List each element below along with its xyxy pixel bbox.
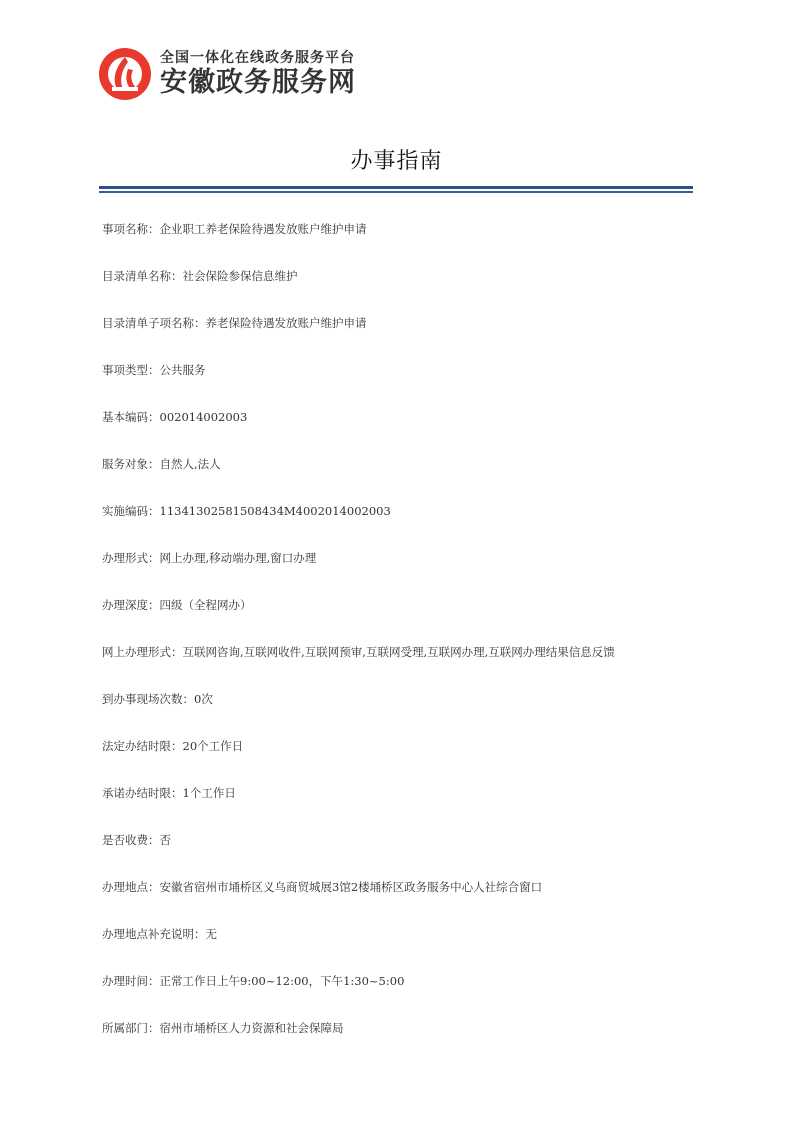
field-value: 四级（全程网办） bbox=[159, 598, 252, 612]
field-separator: ： bbox=[194, 316, 206, 330]
field-separator: ： bbox=[148, 974, 160, 988]
field-label: 法定办结时限 bbox=[102, 739, 171, 753]
anhui-gov-service-logo-icon bbox=[98, 47, 152, 101]
field-value: 宿州市埇桥区人力资源和社会保障局 bbox=[159, 1021, 344, 1035]
field-separator: ： bbox=[148, 1021, 160, 1035]
guide-field-row bbox=[102, 691, 702, 738]
page-title: 办事指南 bbox=[350, 149, 443, 174]
guide-field-row bbox=[102, 362, 702, 409]
field-separator: ： bbox=[148, 222, 160, 236]
title-divider-thin bbox=[99, 191, 693, 193]
field-separator: ： bbox=[148, 363, 160, 377]
guide-field-row bbox=[102, 550, 702, 597]
guide-field-row bbox=[102, 926, 702, 973]
field-separator: ： bbox=[148, 880, 160, 894]
guide-field-row bbox=[102, 221, 702, 268]
field-separator: ： bbox=[171, 786, 183, 800]
field-separator: ： bbox=[171, 269, 183, 283]
field-separator: ： bbox=[148, 833, 160, 847]
field-label: 到办事现场次数 bbox=[102, 692, 183, 706]
field-label: 所属部门 bbox=[102, 1021, 148, 1035]
field-label: 基本编码 bbox=[102, 410, 148, 424]
field-value: 网上办理,移动端办理,窗口办理 bbox=[159, 551, 317, 565]
guide-field-row bbox=[102, 973, 702, 1020]
guide-field-row bbox=[102, 456, 702, 503]
field-value: 0次 bbox=[194, 692, 213, 706]
field-label: 办理地点补充说明 bbox=[102, 927, 194, 941]
field-separator: ： bbox=[148, 457, 160, 471]
field-separator: ： bbox=[171, 645, 183, 659]
field-separator: ： bbox=[148, 551, 160, 565]
field-label: 办理形式 bbox=[102, 551, 148, 565]
field-value: 否 bbox=[159, 833, 171, 847]
field-value: 002014002003 bbox=[159, 410, 248, 424]
field-value: 正常工作日上午9:00~12:00，下午1:30~5:00 bbox=[159, 974, 405, 988]
field-value: 11341302581508434M4002014002003 bbox=[159, 504, 391, 518]
field-value: 养老保险待遇发放账户维护申请 bbox=[205, 316, 367, 330]
field-value: 公共服务 bbox=[159, 363, 206, 377]
field-label: 是否收费 bbox=[102, 833, 148, 847]
field-separator: ： bbox=[148, 504, 160, 518]
field-label: 服务对象 bbox=[102, 457, 148, 471]
field-separator: ： bbox=[194, 927, 206, 941]
field-label: 网上办理形式 bbox=[102, 645, 171, 659]
field-label: 实施编码 bbox=[102, 504, 148, 518]
field-label: 事项类型 bbox=[102, 363, 148, 377]
site-name: 安徽政务服务网 bbox=[160, 67, 356, 98]
field-value: 社会保险参保信息维护 bbox=[182, 269, 298, 283]
guide-field-row bbox=[102, 268, 702, 315]
field-value: 20个工作日 bbox=[182, 739, 244, 753]
guide-field-row bbox=[102, 785, 702, 832]
guide-field-row bbox=[102, 644, 702, 691]
site-header bbox=[98, 44, 356, 104]
field-separator: ： bbox=[171, 739, 183, 753]
field-value: 安徽省宿州市埇桥区义乌商贸城展3馆2楼埇桥区政务服务中心人社综合窗口 bbox=[159, 880, 543, 894]
field-label: 办理时间 bbox=[102, 974, 148, 988]
field-value: 企业职工养老保险待遇发放账户维护申请 bbox=[159, 222, 367, 236]
field-label: 事项名称 bbox=[102, 222, 148, 236]
field-separator: ： bbox=[148, 598, 160, 612]
guide-field-row bbox=[102, 315, 702, 362]
field-value: 互联网咨询,互联网收件,互联网预审,互联网受理,互联网办理,互联网办理结果信息反馈 bbox=[182, 645, 615, 659]
field-value: 无 bbox=[205, 927, 217, 941]
field-label: 承诺办结时限 bbox=[102, 786, 171, 800]
guide-field-row bbox=[102, 738, 702, 785]
field-value: 自然人,法人 bbox=[159, 457, 221, 471]
field-separator: ： bbox=[148, 410, 160, 424]
guide-field-row bbox=[102, 832, 702, 879]
site-brand bbox=[160, 49, 356, 99]
title-divider-thick bbox=[99, 186, 693, 189]
field-label: 目录清单名称 bbox=[102, 269, 171, 283]
site-tagline: 全国一体化在线政务服务平台 bbox=[160, 50, 355, 66]
guide-field-row bbox=[102, 503, 702, 550]
field-label: 目录清单子项名称 bbox=[102, 316, 194, 330]
guide-field-row bbox=[102, 1020, 702, 1067]
guide-fields-list bbox=[102, 221, 702, 1067]
field-label: 办理深度 bbox=[102, 598, 148, 612]
field-label: 办理地点 bbox=[102, 880, 148, 894]
field-value: 1个工作日 bbox=[182, 786, 236, 800]
guide-field-row bbox=[102, 409, 702, 456]
guide-field-row bbox=[102, 597, 702, 644]
guide-field-row bbox=[102, 879, 702, 926]
field-separator: ： bbox=[182, 692, 194, 706]
